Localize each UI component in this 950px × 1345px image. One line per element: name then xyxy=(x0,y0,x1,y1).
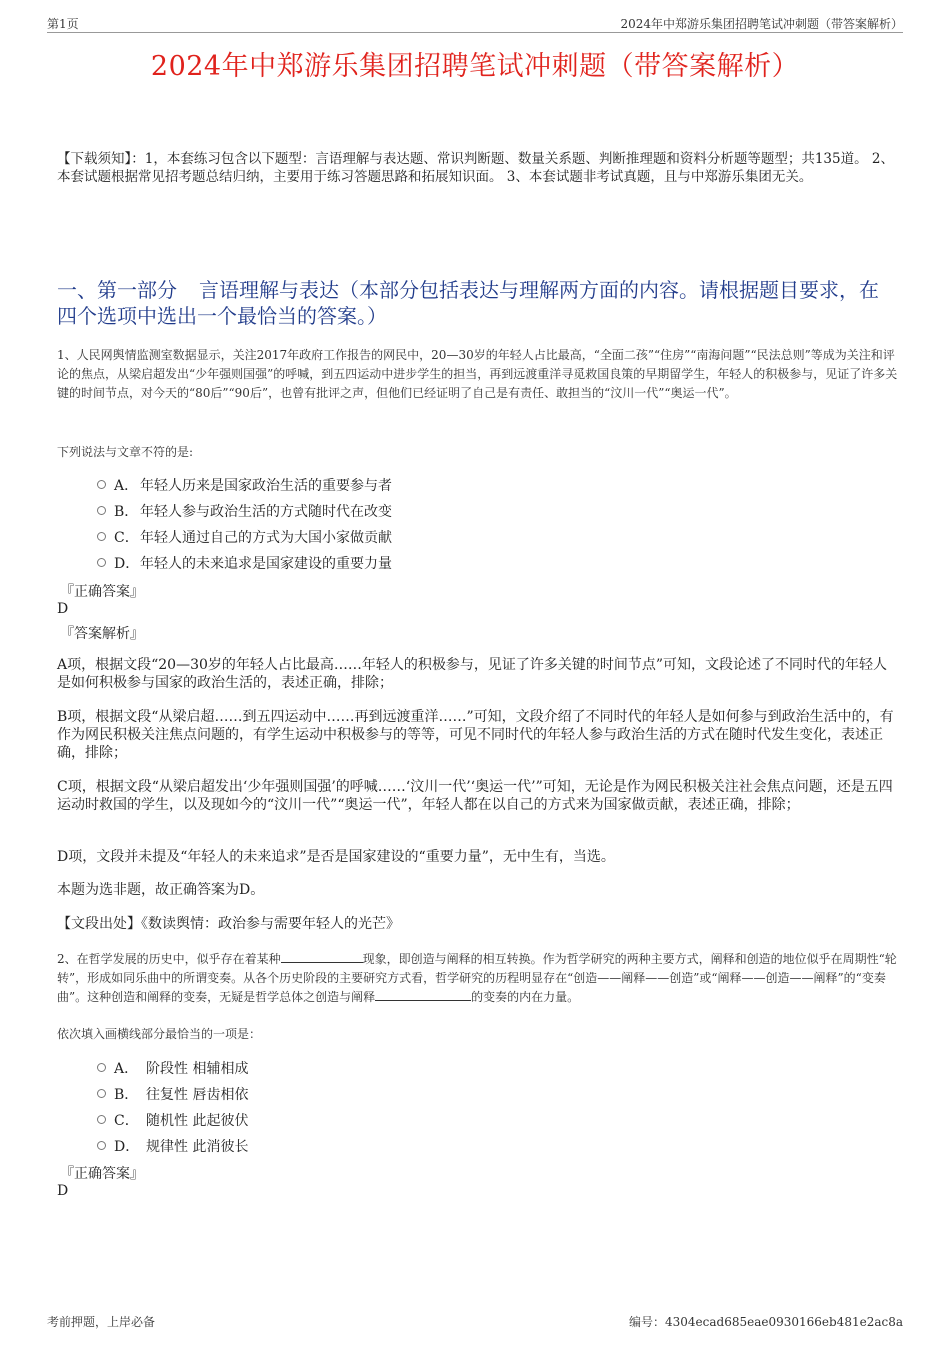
fill-blank-1[interactable] xyxy=(281,951,363,963)
q2-answer: D xyxy=(57,1183,69,1199)
q2-option-b[interactable]: B． 往复性 唇齿相依 xyxy=(97,1084,248,1110)
q1-option-d[interactable]: D．年轻人的未来追求是国家建设的重要力量 xyxy=(97,553,392,579)
q1-option-a[interactable]: A． 年轻人历来是国家政治生活的重要参与者 xyxy=(97,475,392,501)
fill-blank-2[interactable] xyxy=(375,989,471,1001)
q1-answer-label: 『正确答案』 xyxy=(60,584,144,600)
radio-icon[interactable] xyxy=(97,1063,106,1072)
question-2-options xyxy=(97,1058,248,1162)
q1-analysis-label: 『答案解析』 xyxy=(60,626,144,642)
q1-option-b[interactable]: B． 年轻人参与政治生活的方式随时代在改变 xyxy=(97,501,392,527)
question-2-prompt: 依次填入画横线部分最恰当的一项是： xyxy=(57,1027,262,1041)
radio-icon[interactable] xyxy=(97,558,106,567)
section-heading xyxy=(57,277,897,329)
q2-option-d[interactable]: D． 规律性 此消彼长 xyxy=(97,1136,248,1162)
header-doc-title: 2024年中郑游乐集团招聘笔试冲刺题（带答案解析） xyxy=(620,17,903,31)
page-number: 第1页 xyxy=(47,17,79,31)
question-1-stem: 1、人民网舆情监测室数据显示，关注2017年政府工作报告的网民中，20—30岁的年轻人占比最高，“全面二孩”“住房”“南海问题”“民法总则”等成为关注和评论的焦点，从梁启超发出“少年强则国强”的呼喊，到五四运动中进步学生的担当，再到远渡重洋寻觅救国良策的早期留学生，年轻人的积极参与，见证了许多关键的时间节点，对今天的“80后”“90后”，也曾有批评之声，但他们已经证明了自己是有责任、敢担当的“汶川一代”“奥运一代”。 xyxy=(57,348,898,400)
q1-answer: D xyxy=(57,601,69,617)
radio-icon[interactable] xyxy=(97,480,106,489)
q2-option-c[interactable]: C． 随机性 此起彼伏 xyxy=(97,1110,248,1136)
q1-analysis-c: C项，根据文段“从梁启超发出‘少年强则国强’的呼喊……‘汶川一代’‘奥运一代’”可知，无论是作为网民积极关注社会焦点问题，还是五四运动时救国的学生，以及现如今的“汶川一代”“奥运一代”，年轻人都在以自己的方式来为国家做贡献，表述正确，排除； xyxy=(57,779,893,813)
download-notice: 【下载须知】：1，本套练习包含以下题型：言语理解与表达题、常识判断题、数量关系题、判断推理题和资料分析题等题型；共135道。 2、本套试题根据常见招考题总结归纳，主要用于练习答题思路和拓展知识面。 3、本套试题非考试真题，且与中郑游乐集团无关。 xyxy=(57,151,894,185)
q1-option-c[interactable]: C．年轻人通过自己的方式为大国小家做贡献 xyxy=(97,527,392,553)
q1-analysis-a: A项，根据文段“20—30岁的年轻人占比最高……年轻人的积极参与，见证了许多关键的时间节点”可知，文段论述了不同时代的年轻人是如何积极参与国家的政治生活的，表述正确，排除； xyxy=(57,657,888,691)
section-part: 一、第一部分 xyxy=(57,278,177,302)
q1-analysis-b: B项，根据文段“从梁启超……到五四运动中……再到远渡重洋……”可知，文段介绍了不同时代的年轻人是如何参与到政治生活中的，有作为网民积极关注焦点问题的，有学生运动中积极参与的等等，可见不同时代的年轻人参与政治生活的方式在随时代发生变化，表述正确，排除； xyxy=(57,709,894,761)
q1-analysis-d: D项，文段并未提及“年轻人的未来追求”是否是国家建设的“重要力量”，无中生有，当选。 xyxy=(57,849,615,865)
radio-icon[interactable] xyxy=(97,506,106,515)
q2-answer-label: 『正确答案』 xyxy=(60,1166,144,1182)
q1-source: 【文段出处】《数读舆情：政治参与需要年轻人的光芒》 xyxy=(57,916,400,932)
page-header xyxy=(47,13,903,33)
question-1-options xyxy=(97,475,392,579)
q2-option-a[interactable]: A． 阶段性 相辅相成 xyxy=(97,1058,248,1084)
radio-icon[interactable] xyxy=(97,1141,106,1150)
section-description: 言语理解与表达（本部分包括表达与理解两方面的内容。请根据题目要求，在四个选项中选出一个最恰当的答案。） xyxy=(57,278,879,328)
q1-conclusion: 本题为选非题，故正确答案为D。 xyxy=(57,882,265,898)
radio-icon[interactable] xyxy=(97,532,106,541)
radio-icon[interactable] xyxy=(97,1089,106,1098)
radio-icon[interactable] xyxy=(97,1115,106,1124)
document-title: 2024年中郑游乐集团招聘笔试冲刺题（带答案解析） xyxy=(150,51,800,82)
footer-slogan: 考前押题，上岸必备 xyxy=(47,1315,156,1329)
footer-doc-id: 编号：4304ecad685eae0930166eb481e2ac8a xyxy=(629,1315,903,1329)
question-1-prompt: 下列说法与文章不符的是: xyxy=(57,445,194,459)
question-2-stem: 2、在哲学发展的历史中，似乎存在着某种 现象，即创造与阐释的相互转换。作为哲学研究的两种主要方式，阐释和创造的地位似乎在周期性“轮转”，形成如同乐曲中的所谓变奏。从各个历史阶段的主要研究方式看，哲学研究的历程明显存在“创造——阐释——创造”或“阐释——创造——阐释”的“变奏曲”。这种创造和阐释的变奏，无疑是哲学总体之创造与阐释 的变奏的内在力量。 xyxy=(57,952,897,1004)
